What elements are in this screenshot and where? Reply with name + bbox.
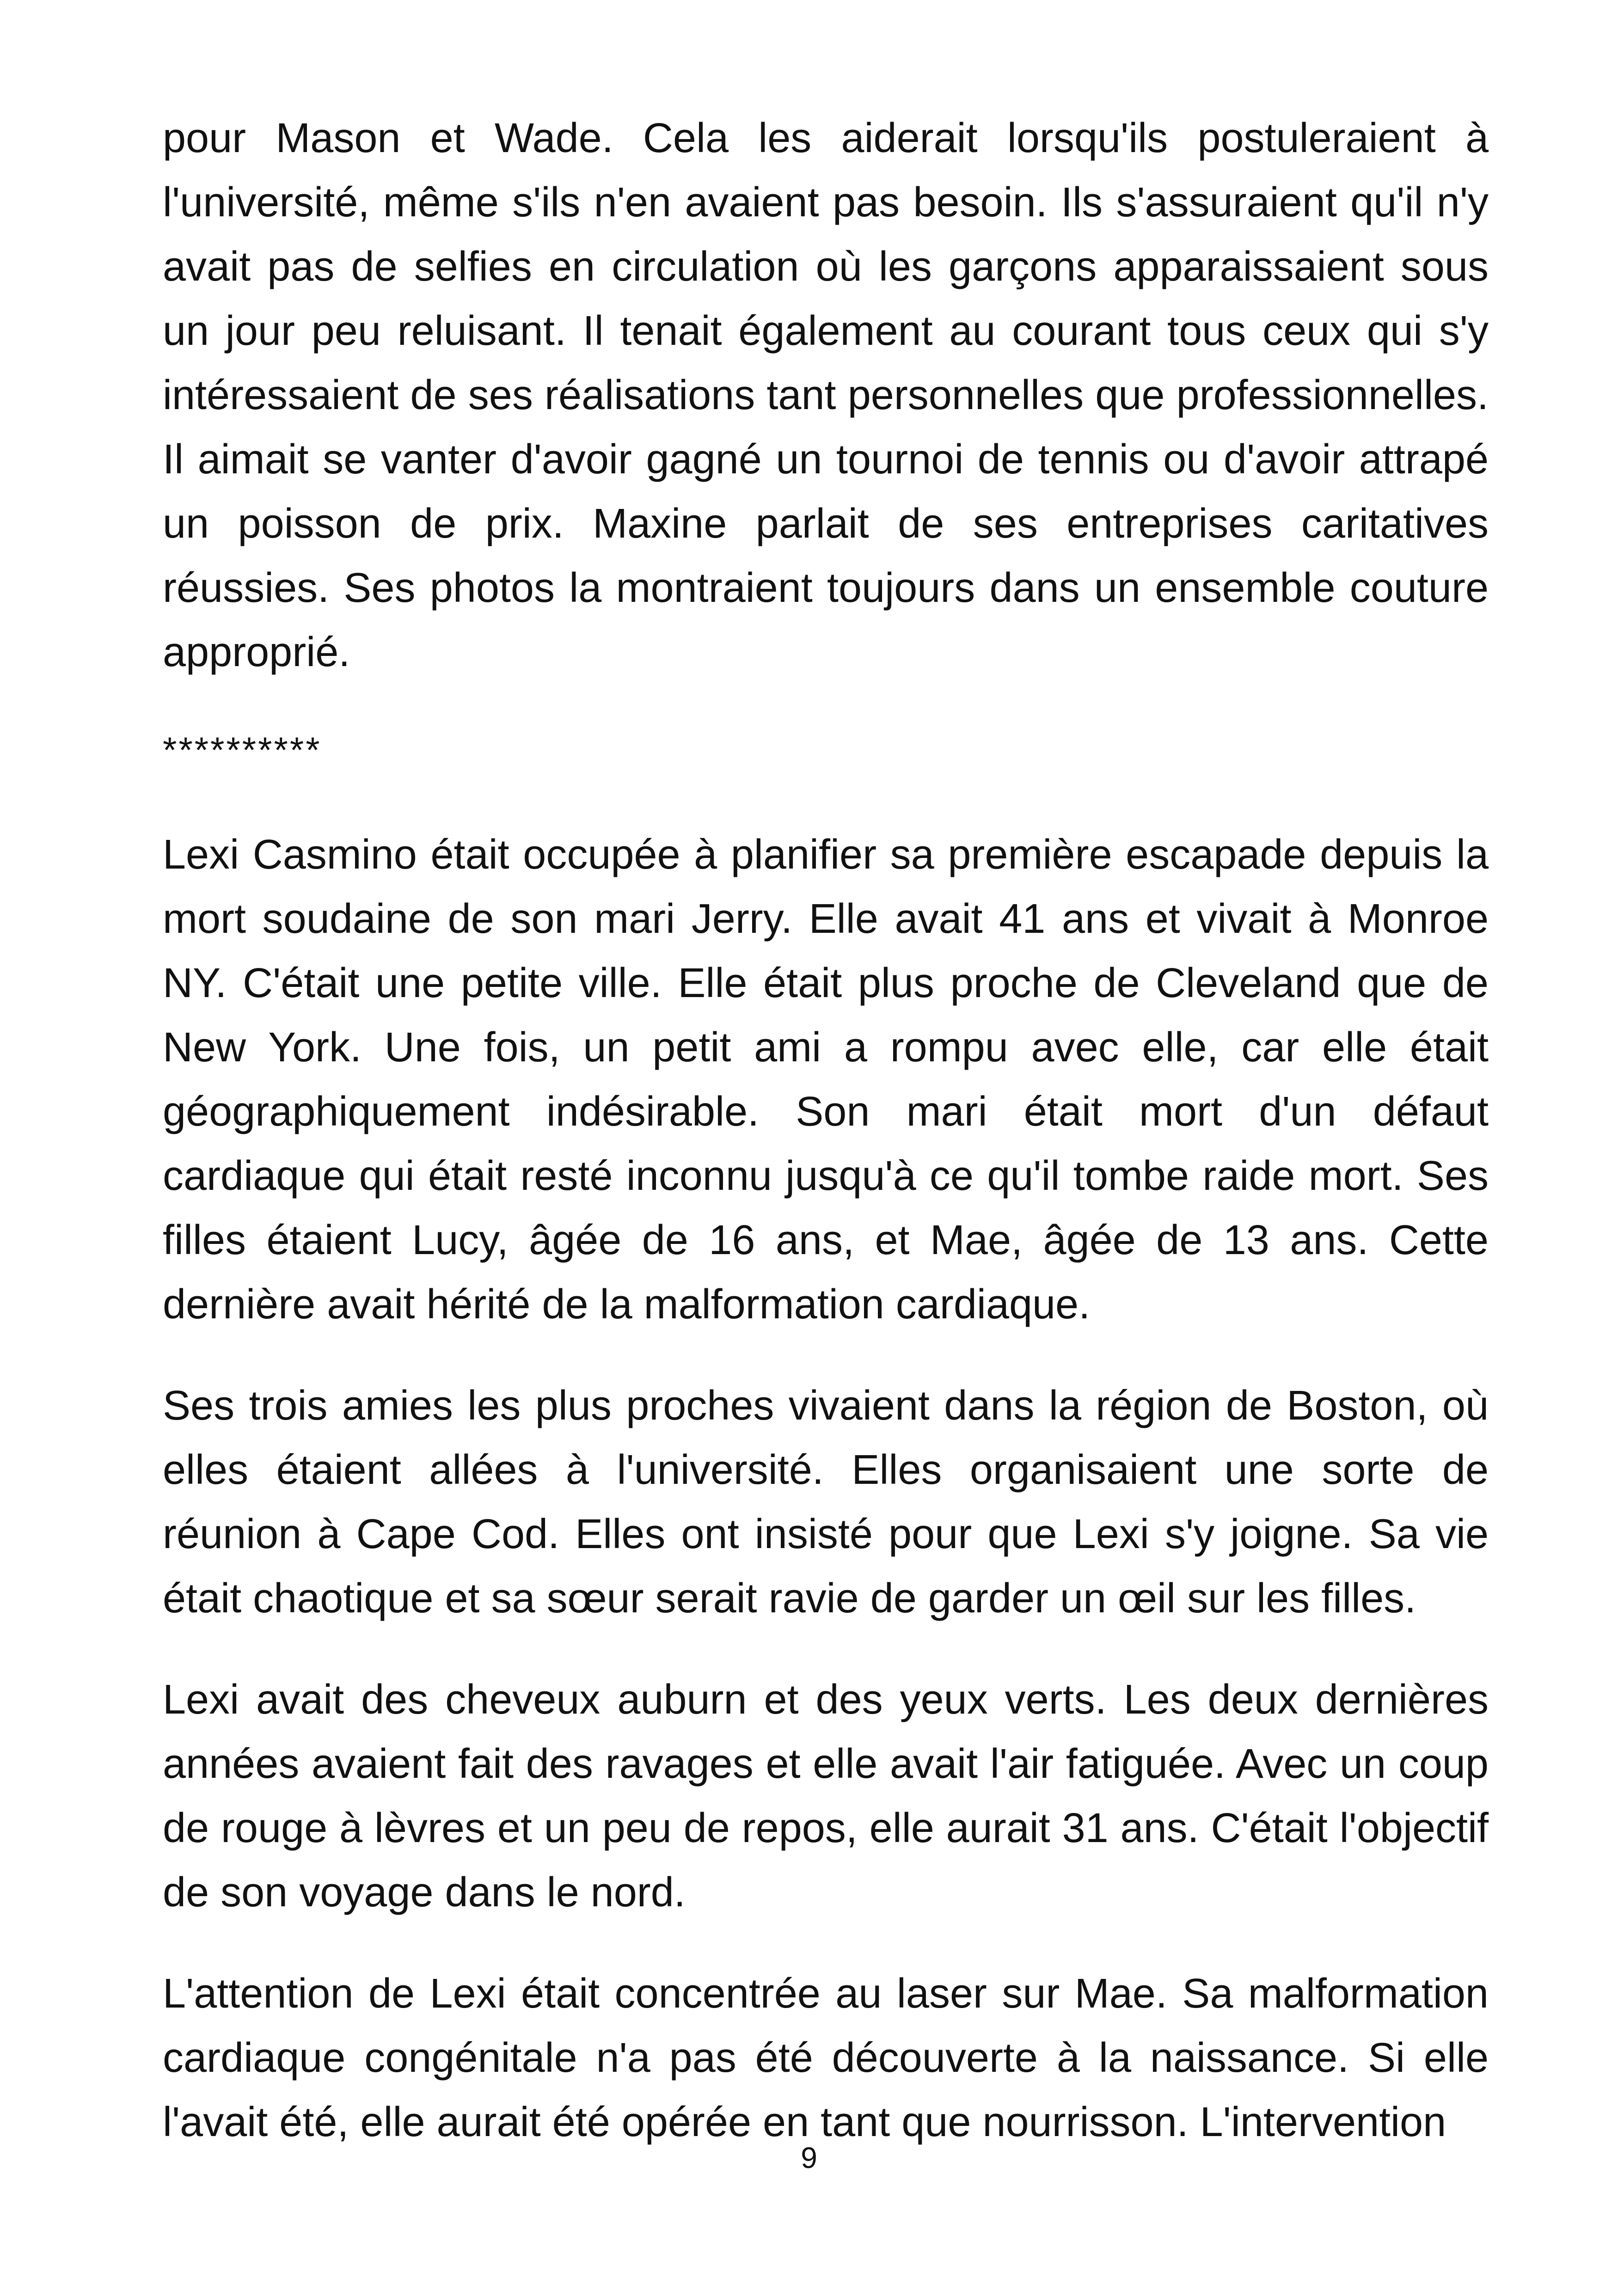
section-separator: ********** [163, 729, 322, 770]
paragraph-boston-friends: Ses trois amies les plus proches vivaient dans la région de Boston, où elles étaient allées à l'université. Elles organisaient une sorte de réunion à Cape Cod. Elles ont insisté pour que Lexi s'y joigne. Sa vie était chaotique et sa sœur serait ravie de garder un œil sur les filles. [163, 1383, 1489, 1622]
page-number: 9 [801, 2141, 817, 2174]
paragraph-lexi-appearance: Lexi avait des cheveux auburn et des yeux verts. Les deux dernières années avaient fait des ravages et elle avait l'air fatiguée. Avec un coup de rouge à lèvres et un peu de repos, elle aurait 31 ans. C'était l'objectif de son voyage dans le nord. [163, 1677, 1489, 1916]
paragraph-lexi-intro: Lexi Casmino était occupée à planifier sa première escapade depuis la mort soudaine de son mari Jerry. Elle avait 41 ans et vivait à Monroe NY. C'était une petite ville. Elle était plus proche de Cleveland que de New York. Une fois, un petit ami a rompu avec elle, car elle était géographiquement indésirable. Son mari était mort d'un défaut cardiaque qui était resté inconnu jusqu'à ce qu'il tombe raide mort. Ses filles étaient Lucy, âgée de 16 ans, et Mae, âgée de 13 ans. Cette dernière avait hérité de la malformation cardiaque. [163, 832, 1489, 1328]
paragraph-continuation: pour Mason et Wade. Cela les aiderait lorsqu'ils postuleraient à l'université, même s'ils n'en avaient pas besoin. Ils s'assuraient qu'il n'y avait pas de selfies en circulation où les garçons apparaissaient sous un jour peu reluisant. Il tenait également au courant tous ceux qui s'y intéressaient de ses réalisations tant personnelles que professionnelles. Il aimait se vanter d'avoir gagné un tournoi de tennis ou d'avoir attrapé un poisson de prix. Maxine parlait de ses entreprises caritatives réussies. Ses photos la montraient toujours dans un ensemble couture approprié. [163, 115, 1489, 675]
paragraph-mae-attention: L'attention de Lexi était concentrée au laser sur Mae. Sa malformation cardiaque congénitale n'a pas été découverte à la naissance. Si elle l'avait été, elle aurait été opérée en tant que nourrisson. L'intervention [163, 1971, 1489, 2145]
document-page [163, 106, 1489, 2155]
